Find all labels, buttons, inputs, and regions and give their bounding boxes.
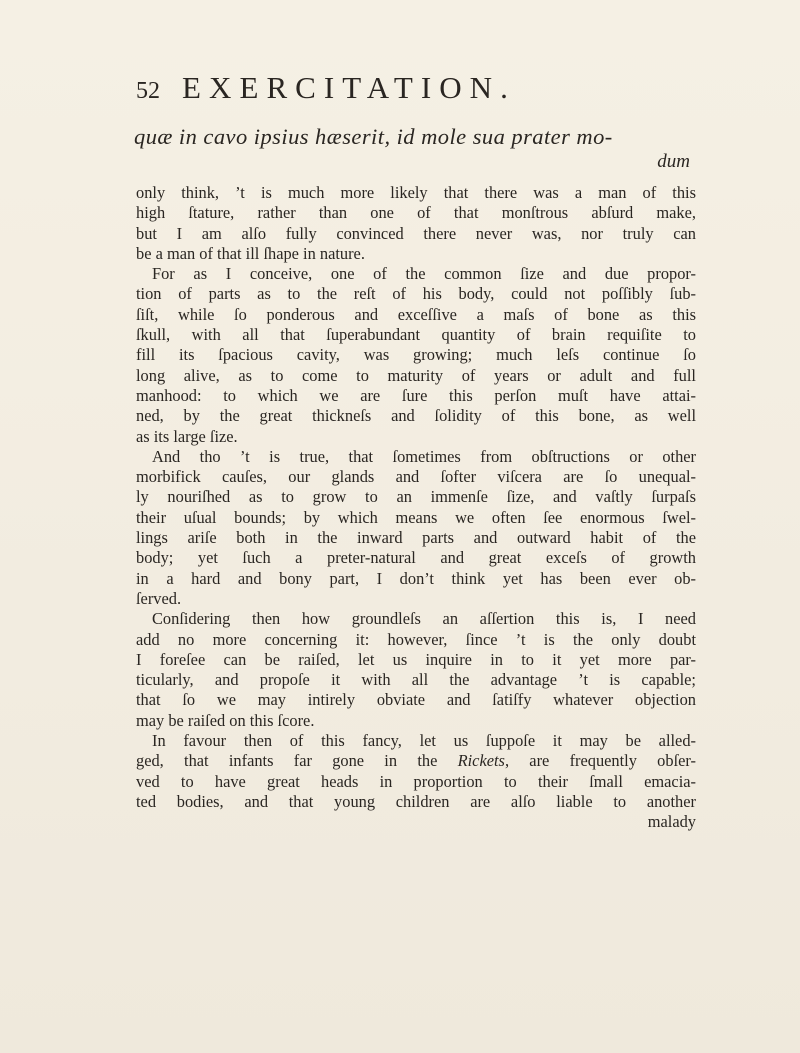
text-line: For as I conceive, one of the common ſize and due propor- [152,264,696,284]
body-text [136,183,696,833]
text-line: as its large ſize. [136,426,238,446]
text-line: ticularly, and propoſe it with all the advantage ’t is capable; [136,670,696,690]
text-line: be a man of that ill ſhape in nature. [136,243,365,263]
text-line: long alive, as to come to maturity of years or adult and full [136,365,696,385]
running-header [136,70,696,106]
page-number: 52 [136,78,160,104]
running-title: EXERCITATION. [182,70,516,105]
text-line: And tho ’t is true, that ſometimes from obſtructions or other [152,446,696,466]
text-line: but I am alſo fully convinced there never was, nor truly can [136,223,696,243]
text-line: ged, that infants far gone in the Rickets, are frequently obſer- [136,751,696,771]
catchword: malady [647,812,696,832]
text-line: may be raiſed on this ſcore. [136,710,315,730]
text-line: ned, by the great thickneſs and ſolidity of this bone, as well [136,406,696,426]
text-line: In favour then of this fancy, let us ſuppoſe it may be alled- [152,731,696,751]
text-line: ſkull, with all that ſuperabundant quantity of brain requiſite to [136,325,696,345]
text-line: I foreſee can be raiſed, let us inquire in to it yet more par- [136,649,696,669]
text-line: ved to have great heads in proportion to their ſmall emacia- [136,771,696,791]
text-line: fill its ſpacious cavity, was growing; much leſs continue ſo [136,345,696,365]
text-line: add no more concerning it: however, ſince ’t is the only doubt [136,629,696,649]
text-line: ſiſt, while ſo ponderous and exceſſive a maſs of bone as this [136,304,696,324]
text-line: in a hard and bony part, I don’t think yet has been ever ob- [136,568,696,588]
text-line: body; yet ſuch a preter-natural and great exceſs of growth [136,548,696,568]
text-line: high ſtature, rather than one of that monſtrous abſurd make, [136,203,696,223]
text-line: ted bodies, and that young children are alſo liable to another [136,791,696,811]
text-line: tion of parts as to the reſt of his body, could not poſſibly ſub- [136,284,696,304]
text-line: that ſo we may intirely obviate and ſatiſfy whatever objection [136,690,696,710]
text-line: lings ariſe both in the inward parts and outward habit of the [136,528,696,548]
text-line: Conſidering then how groundleſs an aſſertion this is, I need [152,609,696,629]
text-line: ly nouriſhed as to grow to an immenſe ſize, and vaſtly ſurpaſs [136,487,696,507]
text-line: manhood: to which we are ſure this perſon muſt have attai- [136,385,696,405]
latin-quotation-end: dum [657,151,690,172]
text-line: their uſual bounds; by which means we often ſee enormous ſwel- [136,507,696,527]
text-line: morbifick cauſes, our glands and ſofter viſcera are ſo unequal- [136,467,696,487]
text-line: only think, ’t is much more likely that there was a man of this [136,183,696,202]
latin-quotation-line: quæ in cavo ipsius hæserit, id mole sua prater mo- [134,124,613,149]
text-line: ſerved. [136,588,182,608]
